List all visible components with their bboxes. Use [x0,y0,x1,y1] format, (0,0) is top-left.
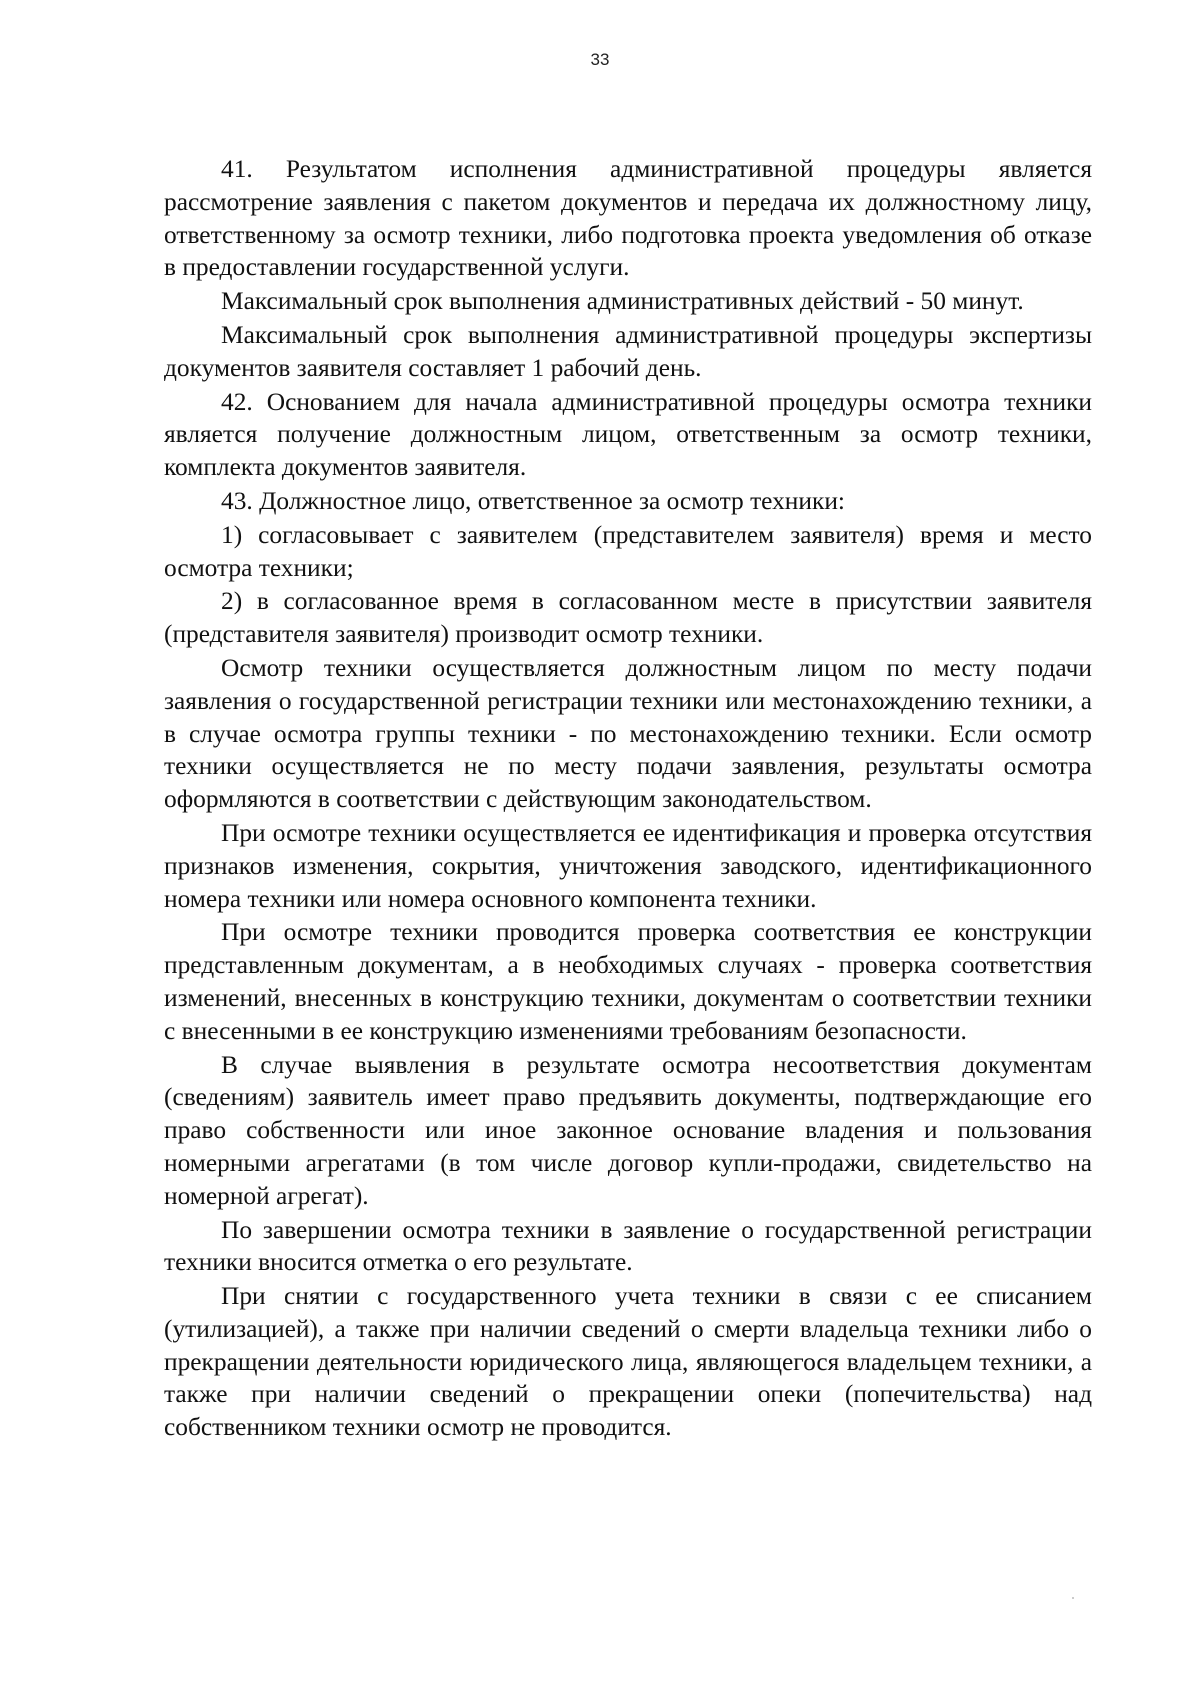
paragraph-discrepancy: В случае выявления в результате осмотра несоответствия документам (сведениям) заявитель имеет право предъявить документы, подтверждающие его право собственности или иное законное основание владения и пользования номерными агрегатами (в том числе договор купли-продажи, свидетельство на номерной агрегат). [164,1050,1092,1210]
list-item-1: 1) согласовывает с заявителем (представителем заявителя) время и место осмотра техники; [164,520,1092,582]
scan-speck [1072,1597,1074,1599]
document-body [164,153,1092,1444]
page-number: 33 [590,50,610,69]
paragraph-43-official: 43. Должностное лицо, ответственное за осмотр техники: [221,486,845,515]
paragraph-41-result: 41. Результатом исполнения административной процедуры является рассмотрение заявления с пакетом документов и передача их должностному лицу, ответственному за осмотр техники, либо подготовка проекта уведомления об отказе в предоставлении государственной услуги. [164,155,1092,282]
paragraph-42-basis: 42. Основанием для начала административной процедуры осмотра техники является получение должностным лицом, ответственным за осмотр техники, комплекта документов заявителя. [164,387,1092,482]
paragraph-no-inspection: При снятии с государственного учета техники в связи с ее списанием (утилизацией), а также при наличии сведений о смерти владельца техники либо о прекращении деятельности юридического лица, являющегося владельцем техники, а также при наличии сведений о прекращении опеки (попечительства) над собственником техники осмотр не проводится. [164,1282,1092,1442]
list-item-2: 2) в согласованное время в согласованном месте в присутствии заявителя (представителя заявителя) производит осмотр техники. [164,587,1092,649]
paragraph-completion-mark: По завершении осмотра техники в заявление о государственной регистрации техники вносится отметка о его результате. [164,1215,1092,1277]
paragraph-max-time-procedure: Максимальный срок выполнения административной процедуры экспертизы документов заявителя составляет 1 рабочий день. [164,320,1092,382]
paragraph-inspection-place: Осмотр техники осуществляется должностным лицом по месту подачи заявления о государственной регистрации техники или местонахождению техники, а в случае осмотра группы техники - по местонахождению техники. Если осмотр техники осуществляется не по месту подачи заявления, результаты осмотра оформляются в соответствии с действующим законодательством. [164,653,1092,814]
paragraph-design-check: При осмотре техники проводится проверка соответствия ее конструкции представленным документам, а в необходимых случаях - проверка соответствия изменений, внесенных в конструкцию техники, документам о соответствии техники с внесенными в ее конструкцию изменениями требованиям безопасности. [164,918,1092,1045]
paragraph-identification: При осмотре техники осуществляется ее идентификация и проверка отсутствия признаков изменения, сокрытия, уничтожения заводского, идентификационного номера техники или номера основного компонента техники. [164,818,1092,913]
paragraph-max-time-actions: Максимальный срок выполнения административных действий - 50 минут. [221,287,1024,316]
